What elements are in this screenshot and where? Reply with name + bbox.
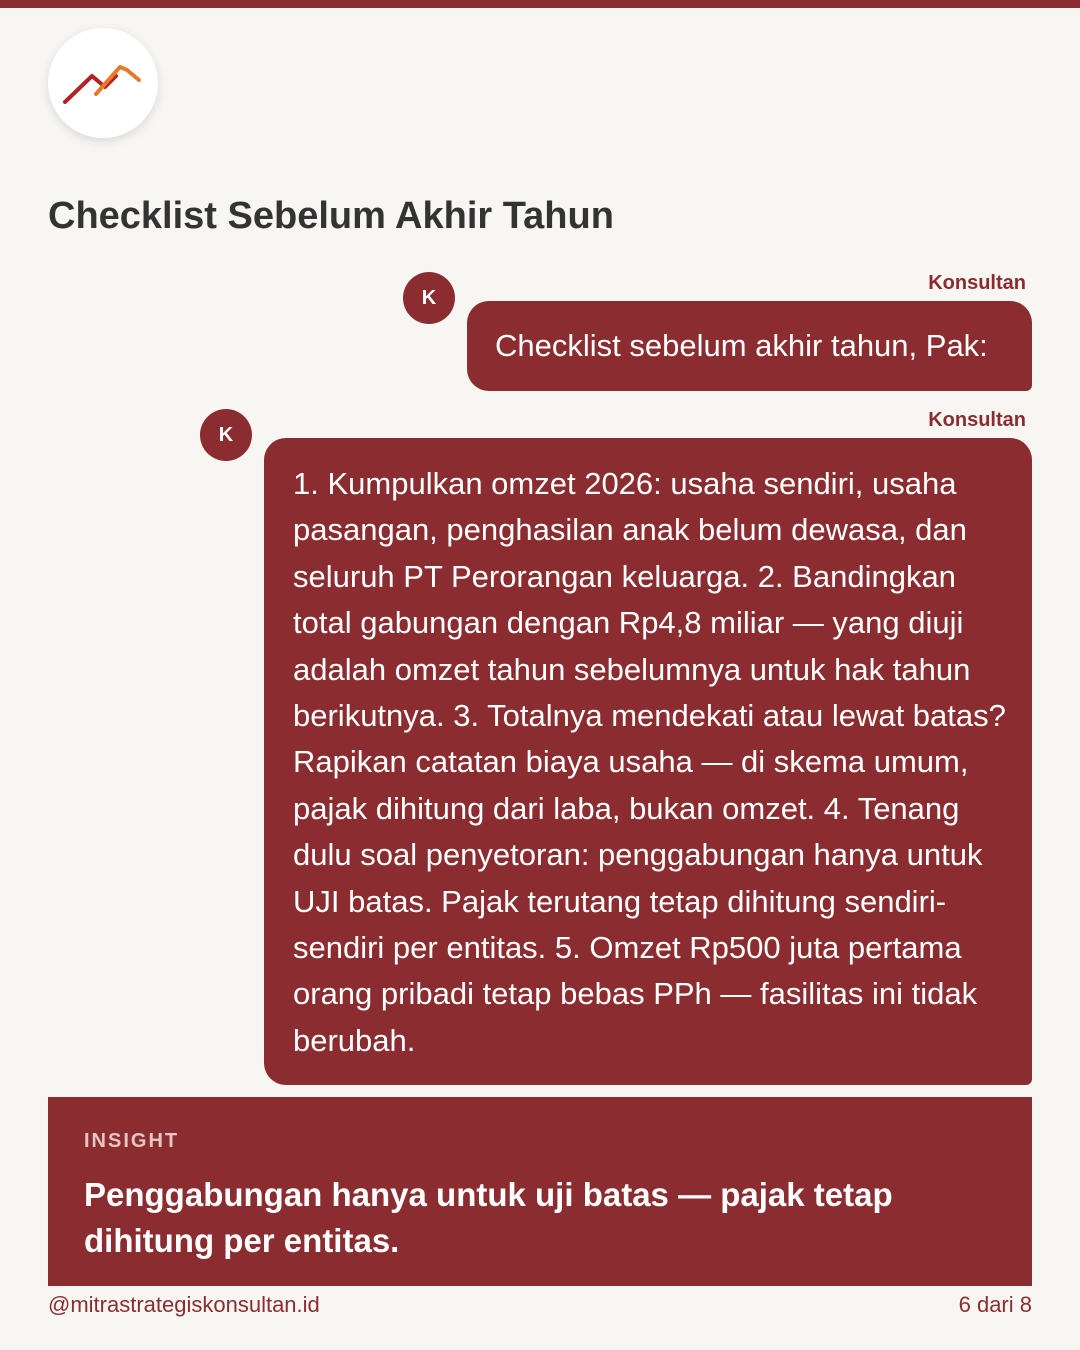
mountain-peaks-icon (48, 28, 158, 138)
brand-logo (48, 28, 158, 138)
consultant-avatar: K (403, 272, 455, 324)
page-indicator: 6 dari 8 (958, 1292, 1032, 1317)
insight-box (48, 1097, 1032, 1286)
insight-label: INSIGHT (84, 1130, 180, 1152)
consultant-avatar: K (200, 409, 252, 461)
chat-message-bubble: Checklist sebelum akhir tahun, Pak: (467, 301, 1032, 391)
page-title: Checklist Sebelum Akhir Tahun (48, 195, 614, 237)
top-accent-bar (0, 0, 1080, 8)
chat-message-bubble: 1. Kumpulkan omzet 2026: usaha sendiri, usaha pasangan, penghasilan anak belum dewasa, dan seluruh PT Perorangan keluarga. 2. Bandingkan total gabungan dengan Rp4,8 miliar — yang diuji adalah omzet tahun sebelumnya untuk hak tahun berikutnya. 3. Totalnya mendekati atau lewat batas? Rapikan catatan biaya usaha — di skema umum, pajak dihitung dari laba, bukan omzet. 4. Tenang dulu soal penyetoran: penggabungan hanya untuk UJI batas. Pajak terutang tetap dihitung sendiri-sendiri per entitas. 5. Omzet Rp500 juta pertama orang pribadi tetap bebas PPh — fasilitas ini tidak berubah. (264, 438, 1032, 1085)
insight-text: Penggabungan hanya untuk uji batas — pajak tetap dihitung per entitas. (84, 1176, 893, 1259)
social-handle: @mitrastrategiskonsultan.id (48, 1292, 320, 1317)
message-sender-label: Konsultan (928, 409, 1026, 431)
message-sender-label: Konsultan (928, 272, 1026, 294)
